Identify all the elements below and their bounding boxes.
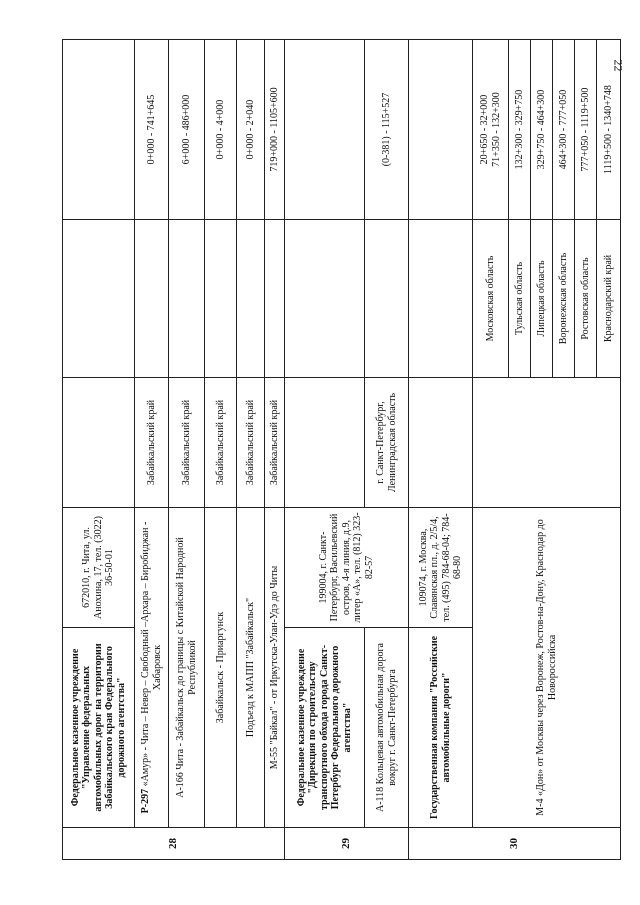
table-row [63,40,135,860]
region-name: Забайкальский край [265,378,285,508]
road-name: А-166 Чита - Забайкальск до границы с Китайской Народной Республикой [169,508,205,828]
km-range: 719+000 - 1105+600 [265,40,285,220]
agency-name: Государственная компания "Российские автомобильные дороги" [409,628,473,828]
region-name: Тульская область [509,220,531,378]
table-row [473,40,509,860]
road-name: М-4 «Дон» от Москвы через Воронеж, Ростов-на-Дону, Краснодар до Новороссийска [473,508,621,828]
agency-name: Федеральное казенное учреждение "Управление федеральных автомобильных дорог на территории Забайкальского края Федерального дорожного агентства" [63,628,135,828]
km-range: 0+000 - 741+645 [135,40,169,220]
region-name: Московская область [473,220,509,378]
km-range: 777+050 - 1119+500 [575,40,597,220]
agency-address: 109074, г. Москва, Славянская пл., д. 2/5/4, тел. (495) 784-68-04; 784-68-80 [409,508,473,628]
road-name: Подъезд к МАПП "Забайкальск" [237,508,265,828]
highway-table [62,39,621,860]
row-number: 28 [63,828,285,860]
km-range: 464+300 - 777+050 [553,40,575,220]
table-row [205,40,237,860]
row-number: 30 [409,828,621,860]
agency-address: 672010, г. Чита, ул. Анохина, 17, тел. (3022) 36-50-01 [63,508,135,628]
km-range: (0-381) - 115+527 [365,40,409,220]
agency-name: Федеральное казенное учреждение "Дирекция по строительству транспортного обхода города Санкт-Петербург Федерального дорожного агентства" [285,628,365,828]
region-name: Забайкальский край [205,378,237,508]
km-range: 6+000 - 486+000 [169,40,205,220]
km-range: 0+000 - 2+040 [237,40,265,220]
region-name: Забайкальский край [135,378,169,508]
region-name: Забайкальский край [237,378,265,508]
region-name: г. Санкт-Петербург, Ленинградская область [365,378,409,508]
road-name: Забайкальск - Приаргунск [205,508,237,828]
table-row [265,40,285,860]
region-name: Липецкая область [531,220,553,378]
road-name: Р-297 «Амур» - Чита – Невер – Свободный –Архара – Биробиджан - Хабаровск [135,508,169,828]
road-name: А-118 Кольцевая автомобильная дорога вокруг г. Санкт-Петербурга [365,628,409,828]
page-number: 22 [611,59,626,72]
table-row [169,40,205,860]
km-range: 0+000 - 4+000 [205,40,237,220]
km-range: 132+300 - 329+750 [509,40,531,220]
km-range: 329+750 - 464+300 [531,40,553,220]
table-row [365,40,409,860]
row-number: 29 [285,828,409,860]
agency-address: 199004, г. Санкт-Петербург, Васильевский остров, 4-я линия, д.9, литер «А», тел. (812) 323-82-57 [285,508,409,628]
region-name: Краснодарский край [597,220,621,378]
road-name: М-55 "Байкал" - от Иркутска-Улан-Удэ до Читы [265,508,285,828]
table-row [409,40,473,860]
table-rotator [62,40,614,860]
region-name: Забайкальский край [169,378,205,508]
km-range: 1119+500 - 1340+748 [597,40,621,220]
region-name: Воронежская область [553,220,575,378]
table-row [135,40,169,860]
region-name: Ростовская область [575,220,597,378]
km-range: 20+650 - 32+000 71+350 - 132+300 [473,40,509,220]
table-row [237,40,265,860]
table-row [285,40,365,860]
table-landscape [62,40,614,860]
